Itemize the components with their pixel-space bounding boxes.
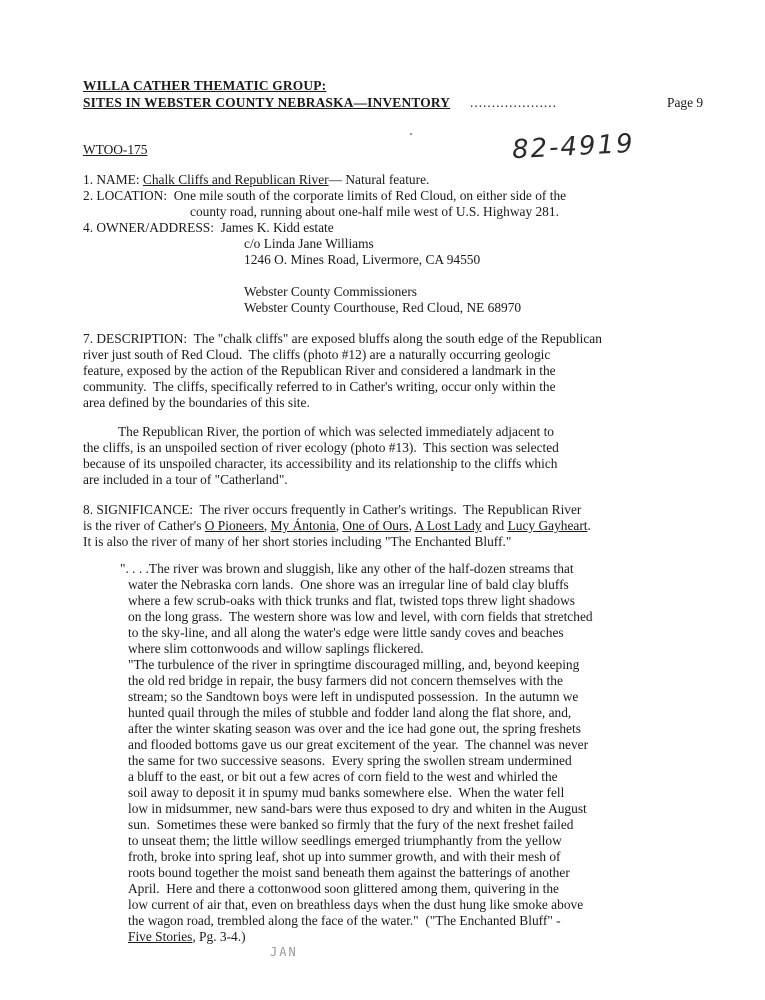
quote-line: hunted quail through the miles of stubble and fodder land along the flat shore, and, xyxy=(128,705,572,720)
description-line: feature, exposed by the action of the Republican River and considered a landmark in the xyxy=(83,363,556,378)
page-number: Page 9 xyxy=(667,95,704,110)
description-line: 7. DESCRIPTION: The "chalk cliffs" are exposed bluffs along the south edge of the Republican xyxy=(83,331,602,346)
quote-line: low current of air that, even on breathless days when the dust hung like smoke above xyxy=(128,897,584,912)
quote-line: ". . . .The river was brown and sluggish, like any other of the half-dozen streams that xyxy=(120,561,574,576)
significance-line-2: is the river of Cather's O Pioneers, My Ántonia, One of Ours, A Lost Lady and Lucy Gayheart. xyxy=(83,518,591,533)
quote-line: April. Here and there a cottonwood soon glittered among them, quivering in the xyxy=(128,881,559,896)
description-para2-line: the cliffs, is an unspoiled section of river ecology (photo #13). This section was selected xyxy=(83,440,559,455)
work-title: Lucy Gayheart xyxy=(507,518,588,533)
description-para2-line: are included in a tour of "Catherland". xyxy=(83,472,288,487)
handwritten-number: 82-4919 xyxy=(511,128,636,166)
quote-line: soil away to deposit it in spumy mud banks somewhere else. When the water fell xyxy=(128,785,565,800)
owner-line-1: 4. OWNER/ADDRESS: James K. Kidd estate xyxy=(83,220,334,235)
quote-line: sun. Sometimes these were banked so firmly that the fury of the next freshet failed xyxy=(128,817,574,832)
quote-citation-line xyxy=(128,929,246,945)
work-title: A Lost Lady xyxy=(414,518,482,533)
quote-line: the old red bridge in repair, the busy farmers did not concern themselves with the xyxy=(128,673,563,688)
quote-line: on the long grass. The western shore was low and level, with corn fields that stretched xyxy=(128,609,593,624)
significance-line-1: 8. SIGNIFICANCE: The river occurs frequently in Cather's writings. The Republican River xyxy=(83,502,582,517)
owner-line-4: Webster County Commissioners xyxy=(244,284,417,299)
group-heading: WILLA CATHER THEMATIC GROUP: xyxy=(83,78,327,93)
received-date-stamp: JAN xyxy=(270,945,298,959)
quote-line: low in midsummer, new sand-bars were thus exposed to dry and whiten in the August xyxy=(128,801,587,816)
item-name-prefix: 1. NAME: xyxy=(83,172,143,187)
owner-line-2: c/o Linda Jane Williams xyxy=(244,236,374,251)
sites-heading: SITES IN WEBSTER COUNTY NEBRASKA—INVENTORY xyxy=(83,95,451,110)
description-para2-line: because of its unspoiled character, its accessibility and its relationship to the cliffs which xyxy=(83,456,558,471)
quote-line: roots bound together the moist sand beneath them against the batterings of another xyxy=(128,865,570,880)
owner-line-5: Webster County Courthouse, Red Cloud, NE 68970 xyxy=(244,300,522,315)
quote-line: where a few scrub-oaks with thick trunks and flat, twisted tops threw light shadows xyxy=(128,593,576,608)
location-line-2: county road, running about one-half mile west of U.S. Highway 281. xyxy=(190,204,559,219)
speck-mark xyxy=(410,133,412,135)
owner-line-3: 1246 O. Mines Road, Livermore, CA 94550 xyxy=(244,252,481,267)
quote-line: to the sky-line, and all along the water's edge were little sandy coves and beaches xyxy=(128,625,564,640)
quote-line: the same for two successive seasons. Every spring the swollen stream undermined xyxy=(128,753,572,768)
quote-line: to unseat them; the little willow seedlings emerged triumphantly from the yellow xyxy=(128,833,562,848)
item-name-suffix: — Natural feature. xyxy=(328,172,430,187)
significance-and: and xyxy=(484,518,508,533)
work-title: My Ántonia xyxy=(270,518,336,533)
quote-line: a bluff to the east, or bit out a few acres of corn field to the west and whirled the xyxy=(128,769,558,784)
quote-line: froth, broke into spring leaf, shot up into summer growth, and with their mesh of xyxy=(128,849,561,864)
quote-line: stream; so the Sandtown boys were left in undisputed possession. In the autumn we xyxy=(128,689,579,704)
description-para2-line: The Republican River, the portion of which was selected immediately adjacent to xyxy=(118,424,555,439)
citation-title: Five Stories xyxy=(128,929,193,944)
location-line-1: 2. LOCATION: One mile south of the corporate limits of Red Cloud, on either side of the xyxy=(83,188,567,203)
quote-line: and flooded bottoms gave us our great excitement of the year. The channel was never xyxy=(128,737,589,752)
quote-line: where slim cottonwoods and willow saplings flickered. xyxy=(128,641,424,656)
description-line: community. The cliffs, specifically referred to in Cather's writing, occur only within the xyxy=(83,379,556,394)
significance-line-3: It is also the river of many of her short stories including "The Enchanted Bluff." xyxy=(83,534,512,549)
description-line: area defined by the boundaries of this site. xyxy=(83,395,310,410)
work-title: One of Ours xyxy=(342,518,409,533)
description-line: river just south of Red Cloud. The cliffs (photo #12) are a naturally occurring geologic xyxy=(83,347,551,362)
quote-line: water the Nebraska corn lands. One shore was an irregular line of bald clay bluffs xyxy=(128,577,569,592)
item-name-value: Chalk Cliffs and Republican River xyxy=(142,172,329,187)
quote-line: "The turbulence of the river in springtime discouraged milling, and, beyond keeping xyxy=(128,657,580,672)
work-title: O Pioneers xyxy=(204,518,264,533)
quote-line: the wagon road, trembled along the face of the water." ("The Enchanted Bluff" - xyxy=(128,913,561,928)
citation-suffix: , Pg. 3-4.) xyxy=(192,929,246,944)
quote-line: after the winter skating season was over and the ice had gone out, the spring freshets xyxy=(128,721,581,736)
reference-number: WTOO-175 xyxy=(83,142,148,157)
heading-leader-dots: .................... xyxy=(470,95,557,110)
significance-prefix: is the river of Cather's xyxy=(83,518,205,533)
item-name xyxy=(83,172,429,188)
